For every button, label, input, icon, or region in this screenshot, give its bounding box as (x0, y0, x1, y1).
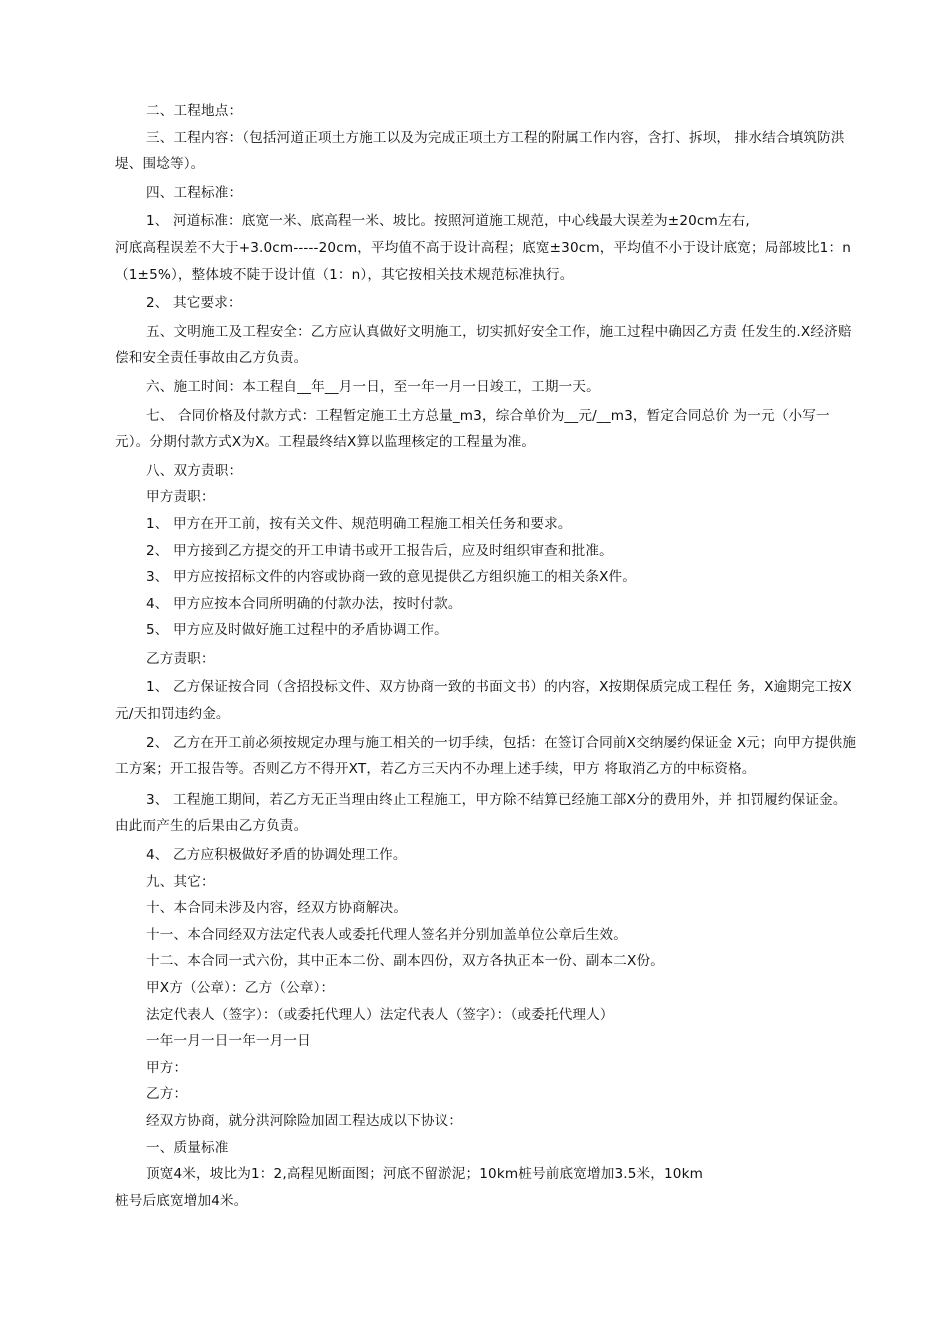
agreement-intro: 经双方协商，就分洪河除险加固工程达成以下协议： (146, 1112, 463, 1129)
date-line: 一年一月一日一年一月一日 (146, 1033, 311, 1050)
river-standard: 1、 河道标准：底宽一米、底高程一米、坡比。按照河道施工规范，中心线最大误差为±20cm左右, (146, 213, 750, 230)
quality-standard-text: 顶宽4米，坡比为1：2,高程见断面图；河底不留淤泥；10km桩号前底宽增加3.5米，10km (146, 1166, 704, 1183)
party-b-item-4: 4、 乙方应积极做好矛盾的协调处理工作。 (146, 847, 407, 864)
party-b-label: 乙方： (146, 1086, 188, 1103)
party-a-item-4: 4、 甲方应按本合同所明确的付款办法，按时付款。 (146, 595, 462, 612)
clause-ten: 十、本合同未涉及内容，经双方协商解决。 (146, 900, 408, 917)
safety-section: 五、文明施工及工程安全：乙方应认真做好文明施工，切实抓好安全工作，施工过程中确因乙方责 任发生的.X经济赔偿和安全责任事故由乙方负责。 (115, 323, 852, 367)
section-location: 二、工程地点： (146, 103, 243, 119)
construction-time: 六、施工时间：本工程自__年__月一日，至一年一月一日竣工，工期一天。 (146, 378, 600, 395)
party-a-item-5: 5、 甲方应及时做好施工过程中的矛盾协调工作。 (146, 622, 448, 639)
clause-eleven: 十一、本合同经双方法定代表人或委托代理人签名并分别加盖单位公章后生效。 (146, 926, 628, 943)
other-section: 九、其它： (146, 873, 215, 890)
quality-standard-heading: 一、质量标准 (146, 1139, 229, 1156)
clause-twelve: 十二、本合同一式六份，其中正本二份、副本四份，双方各执正本一份、副本二X份。 (146, 953, 664, 970)
responsibilities-heading: 八、双方责职： (146, 462, 243, 479)
party-a-item-2: 2、 甲方接到乙方提交的开工申请书或开工报告后，应及时组织审查和批准。 (146, 542, 613, 559)
party-a-item-3: 3、 甲方应按招标文件的内容或协商一致的意见提供乙方组织施工的相关条X件。 (146, 569, 637, 586)
party-a-responsibilities-heading: 甲方责职： (146, 489, 215, 506)
quality-standard-text-continued: 桩号后底宽增加4米。 (115, 1192, 248, 1209)
party-b-item-2: 2、 乙方在开工前必须按规定办理与施工相关的一切手续，包括：在签订合同前X交纳屡约保证金 X元；向甲方提供施工方案；开工报告等。否则乙方不得开XT，若乙方三天内不办理上述手续，甲方 将取消乙方的中标资格。 (115, 734, 857, 778)
other-requirements: 2、 其它要求： (146, 295, 242, 312)
section-standard: 四、工程标准： (146, 184, 243, 201)
river-standard-continued: 河底高程误差不大于+3.0cm-----20cm，平均值不高于设计高程；底宽±30cm，平均值不小于设计底宽；局部坡比1：n（1±5%），整体坡不陡于设计值（1：n），其它按相关技术规范标准执行。 (115, 239, 851, 283)
party-b-responsibilities-heading: 乙方责职： (146, 650, 215, 667)
signature-line: 法定代表人（签字）：（或委托代理人）法定代表人（签字）：（或委托代理人） (146, 1006, 614, 1023)
party-a-label: 甲方： (146, 1059, 188, 1076)
party-b-item-1: 1、 乙方保证按合同（含招投标文件、双方协商一致的书面文书）的内容，X按期保质完成工程任 务，X逾期完工按X元/天扣罚违约金。 (115, 679, 852, 723)
contract-body (115, 98, 860, 1214)
contract-price-payment: 七、 合同价格及付款方式：工程暂定施工土方总量_m3，综合单价为__元/__m3，暂定合同总价 为一元（小写一元）。分期付款方式X为X。工程最终结X算以监理核定的工程量为准。 (115, 407, 830, 451)
party-b-item-3: 3、 工程施工期间，若乙方无正当理由终止工程施工，甲方除不结算已经施工部X分的费用外，并 扣罚履约保证金。由此而产生的后果由乙方负责。 (115, 791, 847, 835)
seal-line: 甲X方（公章）：乙方（公章）： (146, 980, 335, 996)
party-a-item-1: 1、 甲方在开工前，按有关文件、规范明确工程施工相关任务和要求。 (146, 515, 572, 532)
section-content: 三、工程内容：（包括河道正项土方施工以及为完成正项土方工程的附属工作内容，含打、拆坝， 排水结合填筑防洪堤、围埝等）。 (115, 129, 845, 173)
